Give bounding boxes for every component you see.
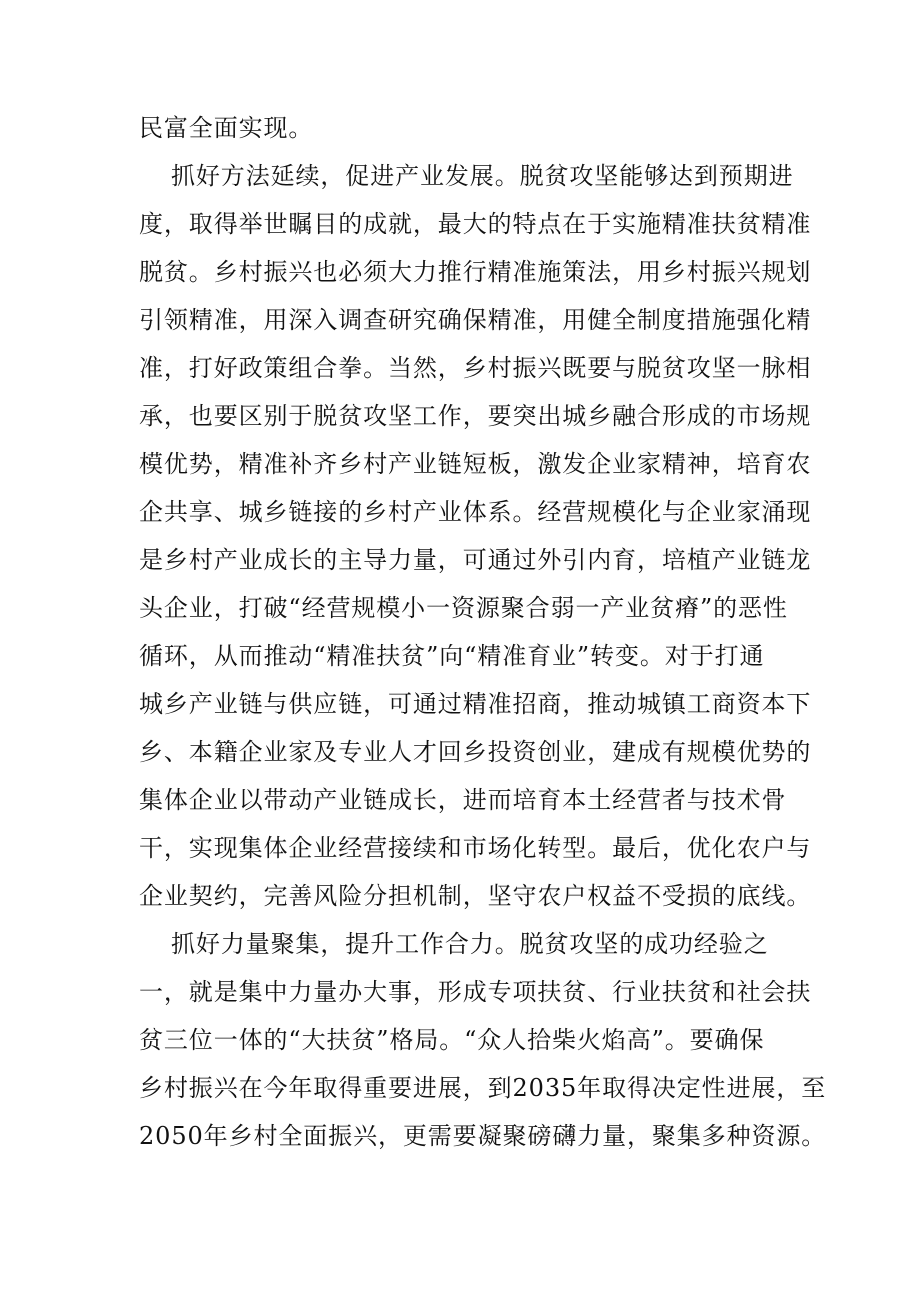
text-line-11: 头企业，打破“经营规模小一资源聚合弱一产业贫瘠”的恶性 bbox=[139, 594, 788, 622]
paragraph-3-line-1: 抓好力量聚集，提升工作合力。脱贫攻坚的成功经验之 bbox=[171, 930, 769, 958]
text-line-7: 承，也要区别于脱贫攻坚工作，要突出城乡融合形成的市场规 bbox=[139, 402, 812, 430]
text-line-22: 2050年乡村全面振兴，更需要凝聚磅礴力量，聚集多种资源。 bbox=[139, 1122, 827, 1150]
text-line-17: 企业契约，完善风险分担机制，坚守农户权益不受损的底线。 bbox=[139, 882, 812, 910]
paragraph-2-line-1: 抓好方法延续，促进产业发展。脱贫攻坚能够达到预期进 bbox=[171, 162, 794, 190]
text-line-4: 脱贫。乡村振兴也必须大力推行精准施策法，用乡村振兴规划 bbox=[139, 258, 812, 286]
text-line-21: 乡村振兴在今年取得重要进展，到2035年取得决定性进展，至 bbox=[139, 1074, 827, 1102]
text-line-10: 是乡村产业成长的主导力量，可通过外引内育，培植产业链龙 bbox=[139, 546, 812, 574]
text-line-13: 城乡产业链与供应链，可通过精准招商，推动城镇工商资本下 bbox=[139, 690, 812, 718]
text-line-14: 乡、本籍企业家及专业人才回乡投资创业，建成有规模优势的 bbox=[139, 738, 812, 766]
text-line-3: 度，取得举世瞩目的成就，最大的特点在于实施精准扶贫精准 bbox=[139, 210, 812, 238]
text-line-19: 一，就是集中力量办大事，形成专项扶贫、行业扶贫和社会扶 bbox=[139, 978, 812, 1006]
text-line-5: 引领精准，用深入调查研究确保精准，用健全制度措施强化精 bbox=[139, 306, 812, 334]
text-line-1: 民富全面实现。 bbox=[139, 114, 314, 142]
text-line-15: 集体企业以带动产业链成长，进而培育本土经营者与技术骨 bbox=[139, 786, 787, 814]
text-line-16: 干，实现集体企业经营接续和市场化转型。最后，优化农户与 bbox=[139, 834, 812, 862]
text-line-20: 贫三位一体的“大扶贫”格局。“众人拾柴火焰高”。要确保 bbox=[139, 1026, 765, 1054]
text-line-8: 模优势，精准补齐乡村产业链短板，激发企业家精神，培育农 bbox=[139, 450, 812, 478]
text-line-9: 企共享、城乡链接的乡村产业体系。经营规模化与企业家涌现 bbox=[139, 498, 812, 526]
text-line-12: 循环，从而推动“精准扶贫”向“精准育业”转变。对于打通 bbox=[139, 642, 765, 670]
text-line-6: 准，打好政策组合拳。当然，乡村振兴既要与脱贫攻坚一脉相 bbox=[139, 354, 812, 382]
